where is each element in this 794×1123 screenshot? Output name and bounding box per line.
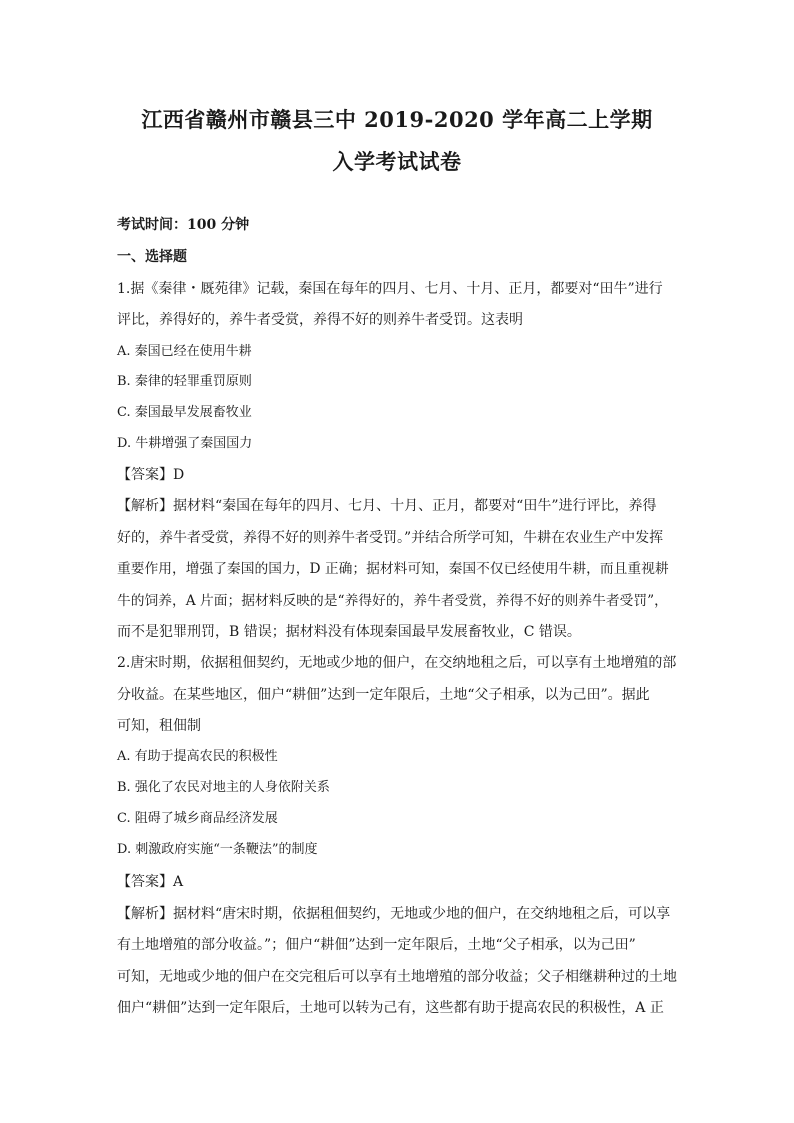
question-1-analysis-line: 牛的饲养，A 片面；据材料反映的是“养得好的，养牛者受赏，养得不好的则养牛者受罚”， [117,593,668,609]
question-1-stem-line: 1.据《秦律・厩苑律》记载，秦国在每年的四月、七月、十月、正月，都要对“田牛”进行 [117,281,663,297]
question-2-analysis-line: 可知，无地或少地的佃户在交完租后可以享有土地增殖的部分收益；父子相继耕种过的土地 [117,969,677,985]
exam-time: 考试时间：100 分钟 [117,217,250,233]
question-1-analysis-line: 好的，养牛者受赏，养得不好的则养牛者受罚。”并结合所学可知，牛耕在农业生产中发挥 [117,530,664,546]
question-1-option-c: C. 秦国最早发展畜牧业 [117,405,252,420]
question-2-analysis-line: 佃户“耕佃”达到一定年限后，土地可以转为己有，这些都有助于提高农民的积极性，A 正 [117,1000,664,1016]
question-1-answer: 【答案】D [117,467,185,483]
section-heading: 一、选择题 [117,249,187,265]
question-1-option-b: B. 秦律的轻罪重罚原则 [117,374,252,389]
question-2-stem-line: 2.唐宋时期，依据租佃契约，无地或少地的佃户，在交纳地租之后，可以享有土地增殖的部 [117,655,677,671]
question-1-analysis-line: 【解析】据材料“秦国在每年的四月、七月、十月、正月，都要对“田牛”进行评比，养得 [117,498,657,514]
question-2-answer: 【答案】A [117,874,184,890]
question-1-option-a: A. 秦国已经在使用牛耕 [117,344,252,359]
page-title: 江西省赣州市赣县三中 2019-2020 学年高二上学期 [141,107,653,132]
question-2-option-c: C. 阻碍了城乡商品经济发展 [117,811,278,826]
page-subtitle: 入学考试试卷 [332,149,462,174]
question-2-option-b: B. 强化了农民对地主的人身依附关系 [117,780,330,795]
question-1-analysis-line: 重要作用，增强了秦国的国力，D 正确；据材料可知，秦国不仅已经使用牛耕，而且重视耕 [117,561,669,577]
question-2-option-a: A. 有助于提高农民的积极性 [117,749,278,764]
question-1-stem-line: 评比，养得好的，养牛者受赏，养得不好的则养牛者受罚。这表明 [117,312,523,328]
question-2-stem-line: 分收益。在某些地区，佃户“耕佃”达到一定年限后，土地“父子相承，以为己田”。据此 [117,687,650,703]
question-2-analysis-line: 【解析】据材料“唐宋时期，依据租佃契约，无地或少地的佃户，在交纳地租之后，可以享 [117,906,671,922]
question-1-analysis-line: 而不是犯罪刑罚，B 错误；据材料没有体现秦国最早发展畜牧业，C 错误。 [117,624,581,640]
question-2-analysis-line: 有土地增殖的部分收益。”；佃户“耕佃”达到一定年限后，土地“父子相承，以为己田” [117,937,636,953]
question-1-option-d: D. 牛耕增强了秦国国力 [117,436,253,451]
question-2-stem-line: 可知，租佃制 [117,718,201,734]
question-2-option-d: D. 刺激政府实施“一条鞭法”的制度 [117,842,318,857]
